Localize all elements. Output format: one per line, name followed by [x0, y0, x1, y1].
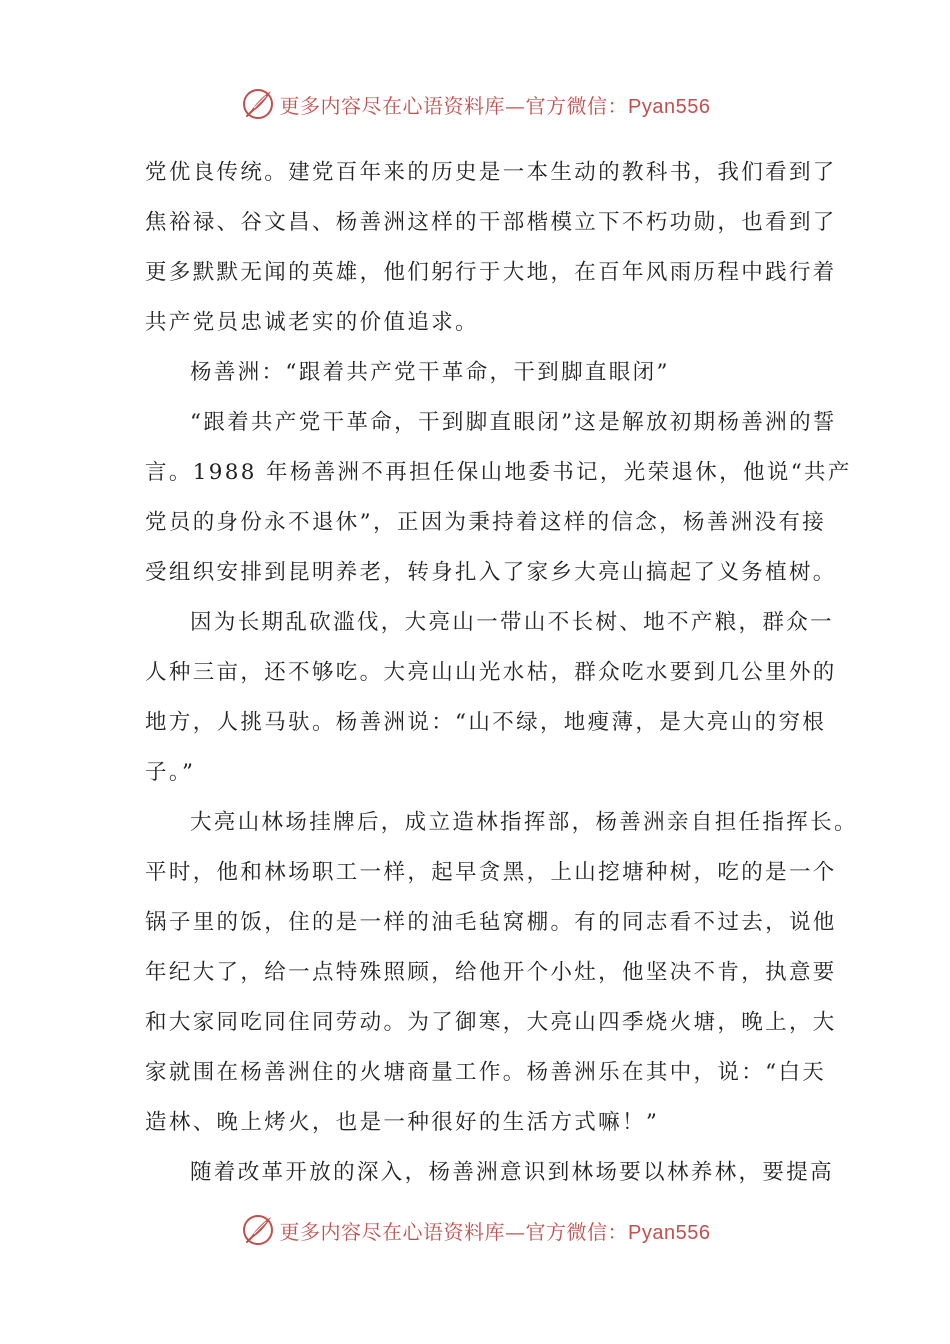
text-line: 和大家同吃同住同劳动。为了御寒，大亮山四季烧火塘，晚上，大	[145, 1010, 837, 1035]
text-line: 言。1988 年杨善洲不再担任保山地委书记，光荣退休，他说“共产	[145, 460, 852, 485]
footer-wechat-id: Pyan556	[628, 1221, 711, 1244]
text-line: 焦裕禄、谷文昌、杨善洲这样的干部楷模立下不朽功勋，也看到了	[145, 210, 837, 235]
text-line: 家就围在杨善洲住的火塘商量工作。杨善洲乐在其中，说：“白天	[145, 1060, 827, 1085]
text-line: 平时，他和林场职工一样，起早贪黑，上山挖塘种树，吃的是一个	[145, 860, 837, 885]
text-line: 造林、晚上烤火，也是一种很好的生活方式嘛！”	[145, 1110, 660, 1135]
text-line: 随着改革开放的深入，杨善洲意识到林场要以林养林，要提高	[190, 1160, 834, 1185]
text-line: 共产党员忠诚老实的价值追求。	[145, 310, 479, 335]
text-line: 人种三亩，还不够吃。大亮山山光水枯，群众吃水要到几公里外的	[145, 660, 837, 685]
document-body	[145, 148, 858, 1198]
header-banner	[0, 84, 950, 124]
text-line: 党优良传统。建党百年来的历史是一本生动的教科书，我们看到了	[145, 160, 837, 185]
footer-banner-text	[280, 1216, 711, 1245]
text-line: 锅子里的饭，住的是一样的油毛毡窝棚。有的同志看不过去，说他	[145, 910, 837, 935]
footer-banner	[0, 1210, 950, 1250]
text-line: 因为长期乱砍滥伐，大亮山一带山不长树、地不产粮，群众一	[190, 610, 834, 635]
quill-pen-logo-icon	[240, 1212, 276, 1248]
text-line: “跟着共产党干革命，干到脚直眼闭”这是解放初期杨善洲的誓	[190, 410, 837, 435]
section-heading: 杨善洲：“跟着共产党干革命，干到脚直眼闭”	[190, 360, 670, 385]
text-line: 受组织安排到昆明养老，转身扎入了家乡大亮山搞起了义务植树。	[145, 560, 837, 585]
text-line: 大亮山林场挂牌后，成立造林指挥部，杨善洲亲自担任指挥长。	[190, 810, 858, 835]
text-line: 子。”	[145, 760, 196, 785]
quill-pen-logo-icon	[240, 86, 276, 122]
text-line: 年纪大了，给一点特殊照顾，给他开个小灶，他坚决不肯，执意要	[145, 960, 837, 985]
text-line: 地方，人挑马驮。杨善洲说：“山不绿，地瘦薄，是大亮山的穷根	[145, 710, 827, 735]
footer-banner-label: 更多内容尽在心语资料库—官方微信：	[279, 1219, 629, 1244]
header-wechat-id: Pyan556	[628, 95, 711, 118]
header-banner-text	[280, 90, 711, 119]
text-line: 更多默默无闻的英雄，他们躬行于大地，在百年风雨历程中践行着	[145, 260, 837, 285]
header-banner-label: 更多内容尽在心语资料库—官方微信：	[279, 93, 629, 118]
text-line: 党员的身份永不退休”，正因为秉持着这样的信念，杨善洲没有接	[145, 510, 827, 535]
